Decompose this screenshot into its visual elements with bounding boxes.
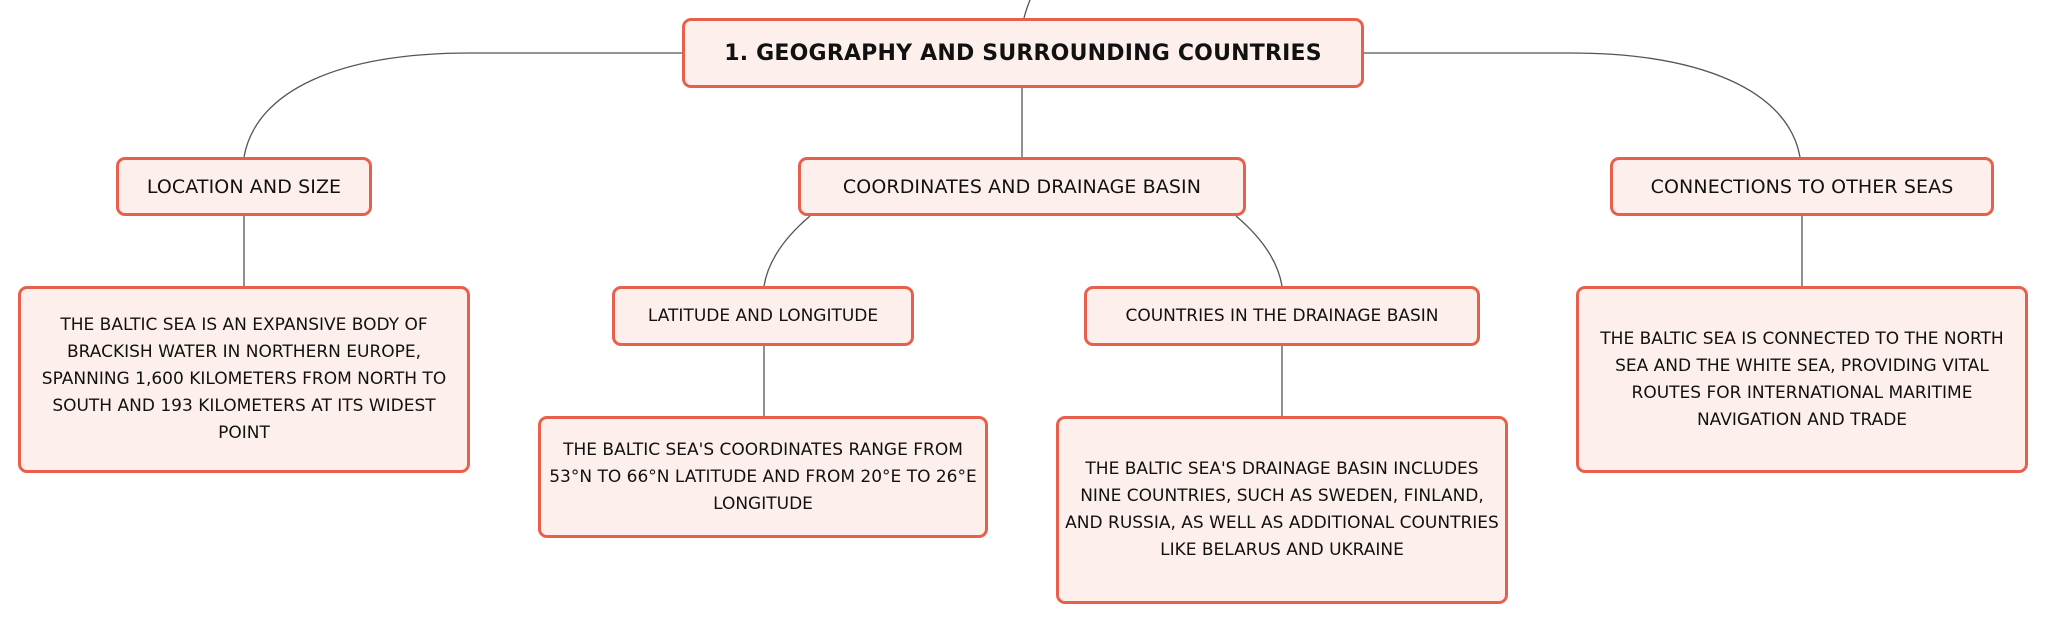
countries-detail-node[interactable]	[1056, 416, 1508, 604]
connector-to-parent	[1024, 0, 1030, 18]
coordinates-and-drainage-basin-node[interactable]	[798, 157, 1246, 216]
countries-in-drainage-basin-label: COUNTRIES IN THE DRAINAGE BASIN	[1125, 306, 1439, 326]
connector-root-to-connections	[1364, 53, 1800, 157]
countries-detail-text: THE BALTIC SEA'S DRAINAGE BASIN INCLUDES NINE COUNTRIES, SUCH AS SWEDEN, FINLAND, AND RUSSIA, AS WELL AS ADDITIONAL COUNTRIES LIKE BELARUS AND UKRAINE	[1065, 459, 1499, 560]
connector-coordinates-to-countries	[1236, 216, 1282, 286]
location-detail-node[interactable]	[18, 286, 470, 473]
root-topic-node[interactable]	[682, 18, 1364, 88]
coordinates-and-drainage-basin-label: COORDINATES AND DRAINAGE BASIN	[842, 175, 1202, 198]
countries-in-drainage-basin-node[interactable]	[1084, 286, 1480, 346]
latitude-detail-text: THE BALTIC SEA'S COORDINATES RANGE FROM 53°N TO 66°N LATITUDE AND FROM 20°E TO 26°E LONGITUDE	[549, 439, 977, 514]
location-and-size-node[interactable]	[116, 157, 372, 216]
connections-to-other-seas-node[interactable]	[1610, 157, 1994, 216]
root-topic-title: 1. GEOGRAPHY AND SURROUNDING COUNTRIES	[724, 40, 1322, 66]
latitude-detail-node[interactable]	[538, 416, 988, 538]
connections-detail-text: THE BALTIC SEA IS CONNECTED TO THE NORTH SEA AND THE WHITE SEA, PROVIDING VITAL ROUTES FOR INTERNATIONAL MARITIME NAVIGATION AND TRADE	[1600, 328, 2004, 430]
latitude-and-longitude-label: LATITUDE AND LONGITUDE	[647, 306, 879, 326]
connector-root-to-location	[244, 53, 682, 157]
location-and-size-label: LOCATION AND SIZE	[146, 175, 342, 198]
latitude-and-longitude-node[interactable]	[612, 286, 914, 346]
connections-to-other-seas-label: CONNECTIONS TO OTHER SEAS	[1650, 175, 1954, 198]
location-detail-text: THE BALTIC SEA IS AN EXPANSIVE BODY OF BRACKISH WATER IN NORTHERN EUROPE, SPANNING 1,600 KILOMETERS FROM NORTH TO SOUTH AND 193 KILOMETERS AT ITS WIDEST POINT	[41, 315, 447, 443]
connections-detail-node[interactable]	[1576, 286, 2028, 473]
connector-coordinates-to-latitude	[764, 216, 810, 286]
